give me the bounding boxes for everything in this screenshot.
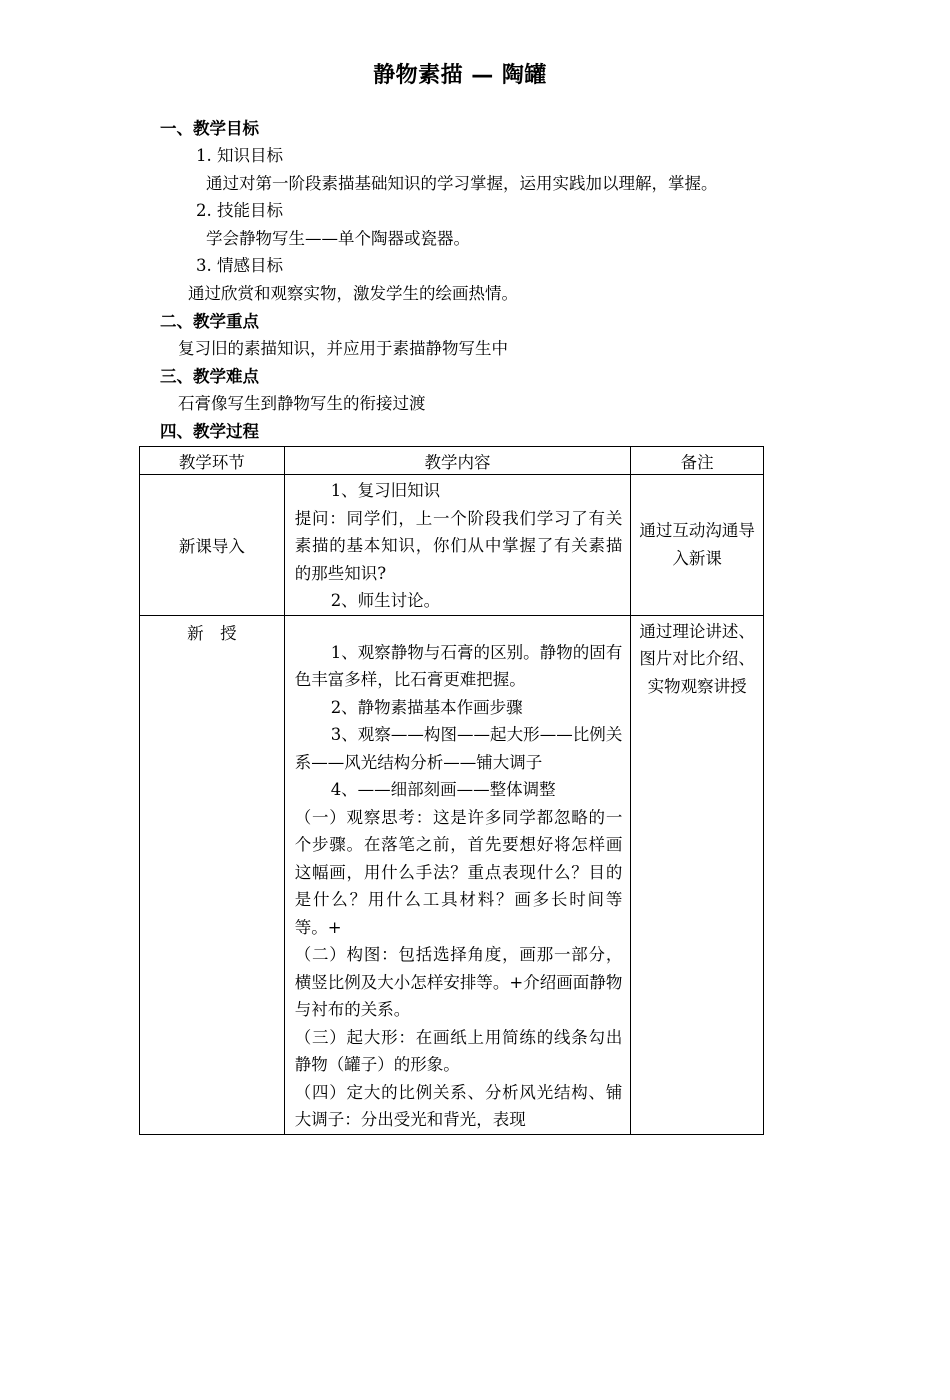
skill-objective-text: 学会静物写生——单个陶器或瓷器。	[206, 229, 470, 248]
header-stage: 教学环节	[140, 447, 285, 475]
content-paragraph: 4、——细部刻画——整体调整	[330, 780, 556, 799]
content-paragraph: （三）起大形：在画纸上用简练的线条勾出静物（罐子）的形象。	[294, 1027, 623, 1074]
key-points-heading: 二、教学重点	[160, 312, 259, 331]
table-header-row	[140, 447, 764, 475]
content-paragraph: （四）定大的比例关系、分析风光结构、铺大调子：分出受光和背光，表现	[294, 1082, 623, 1129]
difficulty-heading: 三、教学难点	[160, 367, 259, 386]
header-note: 备注	[631, 447, 764, 475]
content-paragraph: 2、师生讨论。	[330, 591, 441, 610]
content-paragraph: 1、复习旧知识	[330, 481, 441, 500]
stage-cell: 新课导入	[140, 475, 285, 616]
header-content: 教学内容	[284, 447, 631, 475]
note-cell: 通过理论讲述、图片对比介绍、实物观察讲授	[631, 615, 764, 1134]
document-title: 静物素描 — 陶罐	[373, 63, 547, 88]
content-paragraph: （一）观察思考：这是许多同学都忽略的一个步骤。在落笔之前，首先要想好将怎样画这幅画，用什么手法？重点表现什么？目的是什么？用什么工具材料？画多长时间等等。+	[294, 807, 623, 937]
emotion-objective-label: 3. 情感目标	[196, 256, 283, 275]
emotion-objective-text: 通过欣赏和观察实物，激发学生的绘画热情。	[188, 284, 518, 303]
stage-cell: 新 授	[140, 615, 285, 1134]
difficulty-text: 石膏像写生到静物写生的衔接过渡	[178, 394, 426, 413]
content-paragraph: （二）构图：包括选择角度，画那一部分，横竖比例及大小怎样安排等。+介绍画面静物与衬布的关系。	[294, 945, 623, 1019]
knowledge-objective-text: 通过对第一阶段素描基础知识的学习掌握，运用实践加以理解，掌握。	[206, 174, 718, 193]
content-paragraph: 2、静物素描基本作画步骤	[330, 697, 523, 717]
table-row	[140, 615, 764, 1134]
table-row	[140, 475, 764, 616]
content-paragraph: 1、观察静物与石膏的区别。静物的固有色丰富多样，比石膏更难把握。	[294, 642, 623, 689]
knowledge-objective-label: 1. 知识目标	[196, 146, 283, 165]
content-paragraph: 3、观察——构图——起大形——比例关系——风光结构分析——铺大调子	[294, 725, 623, 772]
process-heading: 四、教学过程	[160, 422, 259, 441]
content-cell	[284, 615, 631, 1134]
process-table	[139, 446, 764, 1135]
content-cell	[284, 475, 631, 616]
skill-objective-label: 2. 技能目标	[196, 201, 283, 220]
note-cell: 通过互动沟通导入新课	[631, 475, 764, 616]
content-paragraph: 提问：同学们，上一个阶段我们学习了有关素描的基本知识，你们从中掌握了有关素描的那些知识?	[294, 508, 623, 583]
objectives-heading: 一、教学目标	[160, 119, 259, 138]
key-points-text: 复习旧的素描知识，并应用于素描静物写生中	[178, 339, 508, 358]
